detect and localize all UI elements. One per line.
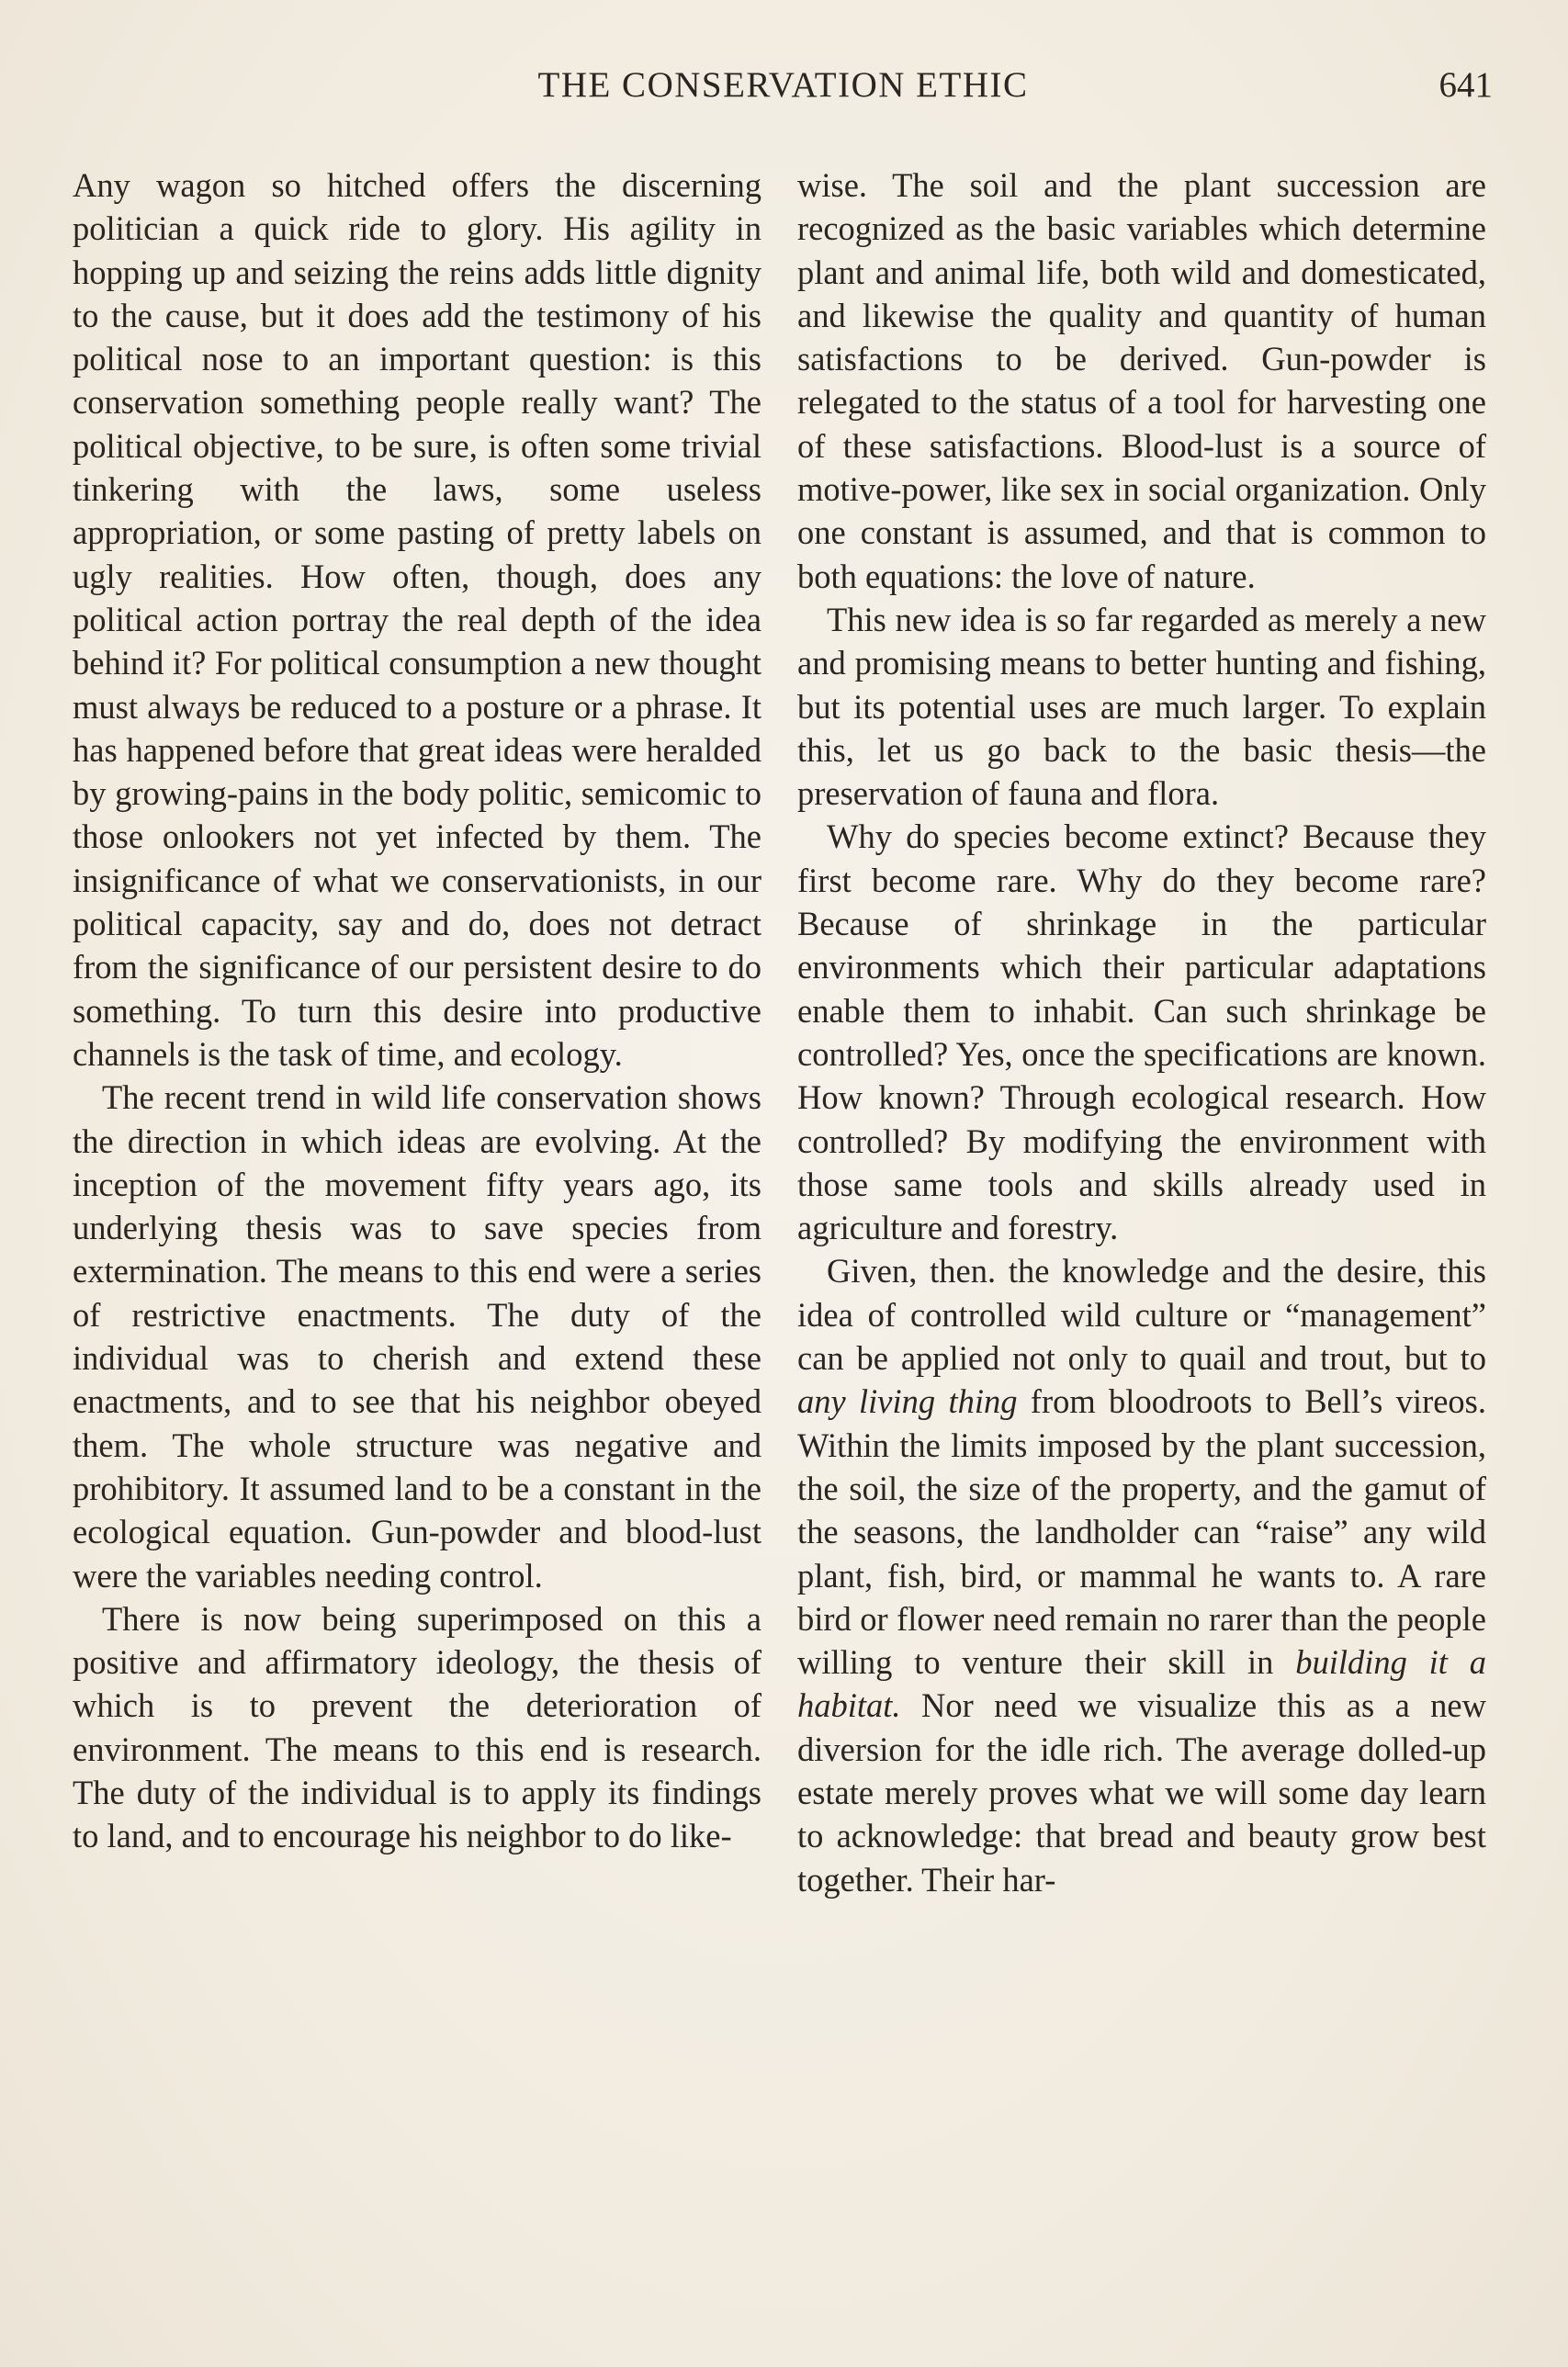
italic-text: building it a habitat.: [797, 1643, 1486, 1725]
page-number: 641: [1438, 65, 1493, 105]
paragraph: wise. The soil and the plant succession are recognized as the basic variables which determine plant and animal life, both wild and domesticated, and likewise the quality and quantity of human satisfactions to be derived. Gun-powder is relegated to the status of a tool for harvesting one of these satisfactions. Blood-lust is a source of motive-power, like sex in social organization. Only one constant is assumed, and that is common to both equations: the love of nature.: [797, 166, 1486, 595]
italic-text: any living thing: [797, 1382, 1018, 1421]
paragraph: The recent trend in wild life conservation shows the direction in which ideas are evolving. At the inception of the movement fifty years ago, its underlying thesis was to save species from extermination. The means to this end were a series of restrictive enactments. The duty of the individual was to cherish and extend these enactments, and to see that his neighbor obeyed them. The whole structure was negative and prohibitory. It assumed land to be a constant in the ecological equation. Gun-powder and blood-lust were the variables needing control.: [73, 1078, 761, 1595]
paragraph: [797, 1249, 1486, 1900]
paragraph: Why do species become extinct? Because they first become rare. Why do they become rare? Because of shrinkage in the particular environments which their particular adaptations enable them to inhabit. Can such shrinkage be controlled? Yes, once the specifications are known. How known? Through ecological research. How controlled? By modifying the environment with those same tools and skills already used in agriculture and forestry.: [797, 817, 1486, 1247]
paragraph: Any wagon so hitched offers the discerning politician a quick ride to glory. His agility in hopping up and seizing the reins adds little dignity to the cause, but it does add the testimony of his political nose to an important question: is this conservation something people really want? The political objective, to be sure, is often some trivial tinkering with the laws, some useless appropriation, or some pasting of pretty labels on ugly realities. How often, though, does any political action portray the real depth of the idea behind it? For political consumption a new thought must always be reduced to a posture or a phrase. It has happened before that great ideas were heralded by growing-pains in the body politic, semicomic to those onlookers not yet infected by them. The insignificance of what we conservationists, in our political capacity, say and do, does not detract from the significance of our persistent desire to do something. To turn this desire into productive channels is the task of time, and ecology.: [73, 166, 761, 1073]
text-run: Given, then. the knowledge and the desire, this idea of controlled wild culture or “management” can be applied not only to quail and trout, but to: [797, 1252, 1486, 1378]
running-header: [73, 64, 1493, 116]
right-column: [797, 163, 1486, 1901]
paragraph: This new idea is so far regarded as merely a new and promising means to better hunting and fishing, but its potential uses are much larger. To explain this, let us go back to the basic thesis—the preservation of fauna and flora.: [797, 600, 1486, 813]
text-run: Nor need we visualize this as a new diversion for the idle rich. The average dolled-up estate merely proves what we will some day learn to acknowledge: that bread and beauty grow best together. Their har-: [797, 1686, 1486, 1899]
text-run: from bloodroots to Bell’s vireos. Within the limits imposed by the plant succession, the soil, the size of the property, and the gamut of the seasons, the landholder can “raise” any wild plant, fish, bird, or mammal he wants to. A rare bird or flower need remain no rarer than the people willing to venture their skill in: [797, 1382, 1487, 1682]
paragraph: There is now being superimposed on this a positive and affirmatory ideology, the thesis of which is to prevent the deterioration of environment. The means to this end is research. The duty of the individual is to apply its findings to land, and to encourage his neighbor to do like-: [73, 1599, 761, 1855]
running-title: THE CONSERVATION ETHIC: [537, 65, 1029, 105]
left-column: [73, 163, 761, 1858]
